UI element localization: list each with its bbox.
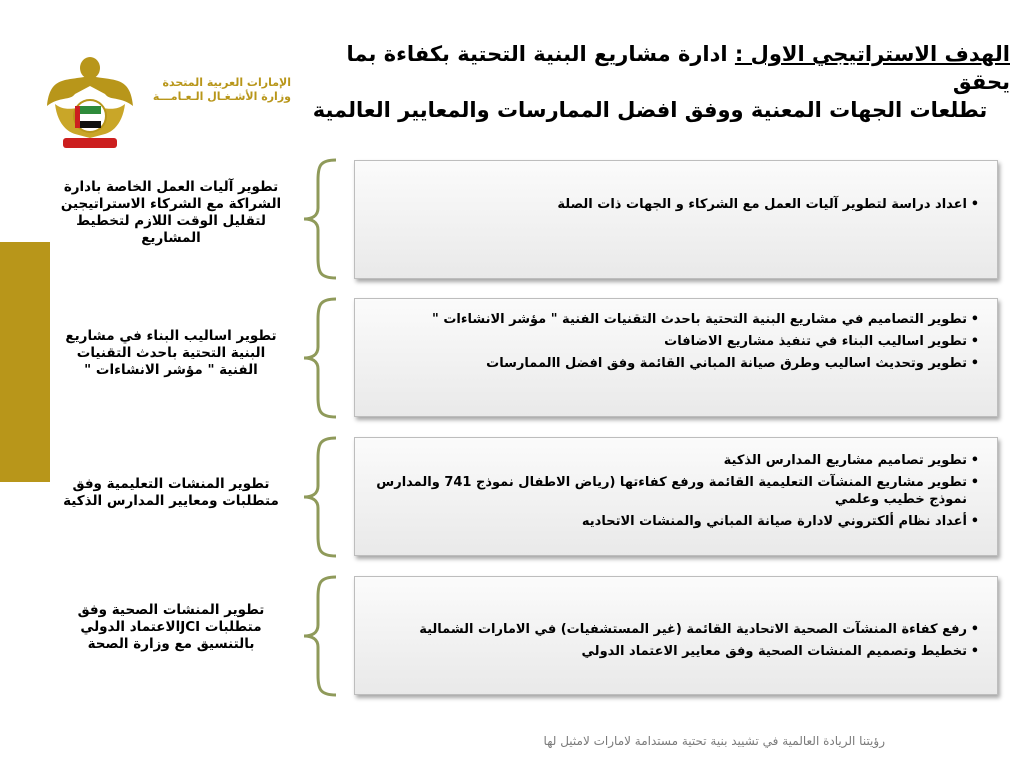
row-label: تطوير آليات العمل الخاصة بادارة الشراكة مع الشركاء الاستراتيجين لتقليل الوقت اللازم لتخطيط المشاريع <box>60 179 282 246</box>
objective-card <box>354 437 998 556</box>
objective-card <box>354 576 998 695</box>
brace-icon <box>300 158 340 280</box>
row-label: تطوير المنشات الصحية وفق متطلبات JCIالاعتماد الدولي بالتنسيق مع وزارة الصحة <box>77 602 265 652</box>
brace-icon <box>300 436 340 558</box>
list-item: • تطوير التصاميم في مشاريع البنية التحتية باحدث التقنيات الفنية " مؤشر الانشاءات " <box>432 312 979 327</box>
logo-text-line: وزارة الأشـغـال الـعـامـــة <box>152 90 291 103</box>
list-item: • تخطيط وتصميم المنشات الصحية وفق معايير الاعتماد الدولي <box>581 644 979 659</box>
ministry-logo <box>45 46 295 156</box>
list-item: • تطوير تصاميم مشاريع المدارس الذكية <box>723 453 979 468</box>
logo-text-line: الإمارات العربية المتحدة <box>162 76 291 89</box>
list-item: • تطوير وتحديث اساليب وطرق صيانة المباني القائمة وفق افضل االممارسات <box>486 356 979 371</box>
list-item: • تطوير اساليب البناء في تنفيذ مشاريع الاضافات <box>664 334 979 349</box>
title-line1: ادارة مشاريع البنية التحتية بكفاءة بما يحقق <box>346 42 1010 94</box>
page-title <box>290 40 1010 124</box>
row-label: تطوير اساليب البناء في مشاريع البنية التحتية باحدث التقنيات الفنية " مؤشر الانشاءات " <box>65 328 277 378</box>
footer-vision: رؤيتنا الريادة العالمية في تشييد بنية تحتية مستدامة لامارات لامثيل لها <box>543 734 885 748</box>
list-item: • اعداد دراسة لتطوير آليات العمل مع الشركاء و الجهات ذات الصلة <box>557 197 979 212</box>
objective-card <box>354 160 998 279</box>
brace-icon <box>300 297 340 419</box>
list-item: • رفع كفاءة المنشآت الصحية الاتحادية القائمة (غير المستشفيات) في الامارات الشمالية <box>419 622 979 637</box>
ministry-name <box>141 76 291 104</box>
title-line2: تطلعات الجهات المعنية ووفق افضل الممارسات والمعايير العالمية <box>312 98 988 122</box>
side-accent-bar <box>0 242 50 482</box>
title-prefix: الهدف الاستراتيجي الاول : <box>734 42 1010 66</box>
objective-card <box>354 298 998 417</box>
list-item: • أعداد نظام ألكتروني لادارة صيانة المباني والمنشات الاتحاديه <box>581 514 979 529</box>
row-label: تطوير المنشات التعليمية وفق متطلبات ومعايير المدارس الذكية <box>63 476 279 509</box>
uae-emblem-icon <box>45 46 135 152</box>
list-item: • تطوير مشاريع المنشآت التعليمية القائمة ورفع كفاءتها (رياض الاطفال نموذج 741 والمدارس نموذج خطيب وعلمي <box>376 475 979 507</box>
brace-icon <box>300 575 340 697</box>
